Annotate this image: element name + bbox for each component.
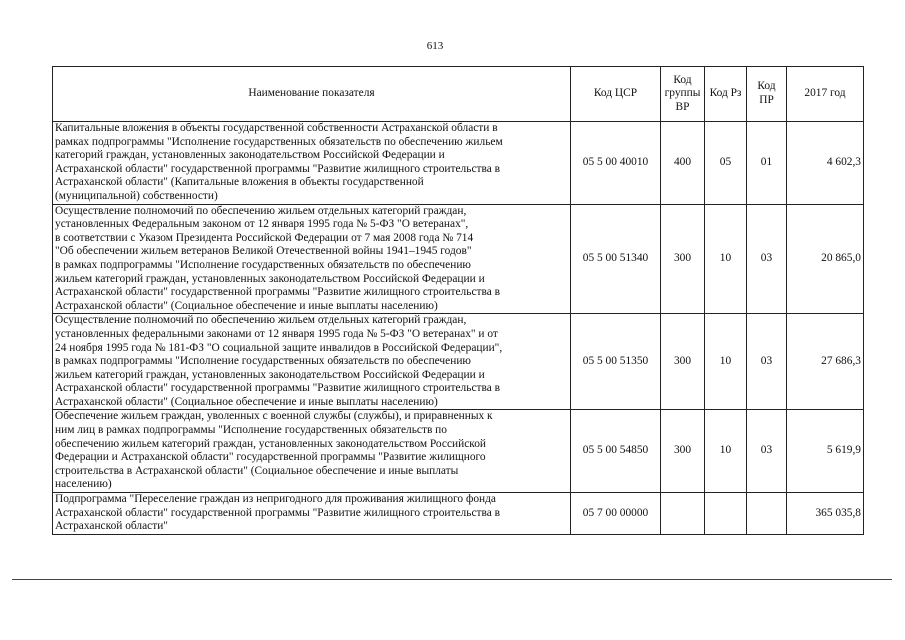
amount-cell: 27 686,3 [787,314,864,410]
indicator-name-line: жильем категорий граждан, установленных законодательством Российской Федерации и [55,272,485,285]
indicator-name-line: Астраханской области" государственной программы "Развитие жилищного строительства в [55,382,500,395]
indicator-name-line: 24 ноября 1995 года № 181-ФЗ "О социальной защите инвалидов в Российской Федерации", [55,341,503,354]
indicator-name-line: Астраханской области" государственной программы "Развитие жилищного строительства в [55,162,500,175]
indicator-name-line: рамках подпрограммы "Исполнение государственных обязательств по обеспечению жильем [55,135,503,148]
vr-code-cell: 300 [661,410,705,493]
indicator-name-line: Осуществление полномочий по обеспечению жильем отдельных категорий граждан, [55,314,467,327]
header-csr: Код ЦСР [571,67,661,122]
table-row [53,122,864,205]
indicator-name-line: в рамках подпрограммы "Исполнение государственных обязательств по обеспечению [55,258,471,271]
indicator-name-line: Астраханской области" (Социальное обеспечение и иные выплаты населению) [55,395,438,408]
pr-code-cell: 03 [747,314,787,410]
header-pr: Код ПР [747,67,787,122]
header-year: 2017 год [787,67,864,122]
header-name: Наименование показателя [53,67,571,122]
indicator-name-cell [53,122,571,205]
indicator-name-line: в рамках подпрограммы "Исполнение государственных обязательств по обеспечению [55,355,471,368]
indicator-name-cell [53,493,571,535]
amount-cell: 4 602,3 [787,122,864,205]
rz-code-cell: 10 [705,410,747,493]
indicator-name-line: "Об обеспечении жильем ветеранов Великой Отечественной войны 1941–1945 годов" [55,245,472,258]
bottom-rule [12,579,892,580]
indicator-name-line: Астраханской области" государственной программы "Развитие жилищного строительства в [55,286,500,299]
indicator-name-line: Астраханской области" государственной программы "Развитие жилищного строительства в [55,506,500,519]
amount-cell: 365 035,8 [787,493,864,535]
csr-code-cell: 05 5 00 40010 [571,122,661,205]
indicator-name-line: Астраханской области" (Капитальные вложения в объекты государственной [55,176,424,189]
page-number: 613 [426,40,444,52]
amount-cell: 5 619,9 [787,410,864,493]
table-body [53,122,864,535]
budget-table [52,66,864,535]
csr-code-cell: 05 5 00 51340 [571,204,661,314]
table-row [53,204,864,314]
table-row [53,410,864,493]
indicator-name-line: в соответствии с Указом Президента Российской Федерации от 7 мая 2008 года № 714 [55,231,474,244]
indicator-name-cell [53,204,571,314]
amount-cell: 20 865,0 [787,204,864,314]
indicator-name-line: Федерации и Астраханской области" государственной программы "Развитие жилищного [55,451,486,464]
vr-code-cell: 400 [661,122,705,205]
indicator-name-line: строительства в Астраханской области" (Социальное обеспечение и иные выплаты [55,464,459,477]
table-row [53,493,864,535]
indicator-name-line: установленных Федеральным законом от 12 января 1995 года № 5-ФЗ "О ветеранах", [55,218,469,231]
vr-code-cell: 300 [661,314,705,410]
rz-code-cell: 05 [705,122,747,205]
rz-code-cell: 10 [705,204,747,314]
pr-code-cell: 01 [747,122,787,205]
header-vr: Код группы ВР [661,67,705,122]
indicator-name-line: Астраханской области" (Социальное обеспечение и иные выплаты населению) [55,299,438,312]
header-rz: Код Рз [705,67,747,122]
indicator-name-cell [53,410,571,493]
indicator-name-line: обеспечению жильем категорий граждан, установленных законодательством Российской [55,437,487,450]
table-row [53,314,864,410]
pr-code-cell [747,493,787,535]
rz-code-cell: 10 [705,314,747,410]
indicator-name-line: Капитальные вложения в объекты государственной собственности Астраханской области в [55,122,498,134]
vr-code-cell: 300 [661,204,705,314]
rz-code-cell [705,493,747,535]
vr-code-cell [661,493,705,535]
indicator-name-line: Обеспечение жильем граждан, уволенных с военной службы (службы), и приравненных к [55,410,493,423]
indicator-name-line: населению) [55,478,112,491]
indicator-name-line: Астраханской области" [55,520,168,533]
table-header-row [53,67,864,122]
indicator-name-line: установленных федеральными законами от 12 января 1995 года № 5-ФЗ "О ветеранах" и от [55,327,498,340]
indicator-name-line: категорий граждан, установленных законодательством Российской Федерации и [55,149,445,162]
indicator-name-line: ним лиц в рамках подпрограммы "Исполнение государственных обязательств по [55,424,447,437]
csr-code-cell: 05 7 00 00000 [571,493,661,535]
indicator-name-line: жильем категорий граждан, установленных законодательством Российской Федерации и [55,368,485,381]
pr-code-cell: 03 [747,204,787,314]
pr-code-cell: 03 [747,410,787,493]
csr-code-cell: 05 5 00 54850 [571,410,661,493]
indicator-name-line: Подпрограмма "Переселение граждан из непригодного для проживания жилищного фонда [55,493,496,506]
indicator-name-line: Осуществление полномочий по обеспечению жильем отдельных категорий граждан, [55,204,467,217]
csr-code-cell: 05 5 00 51350 [571,314,661,410]
indicator-name-cell [53,314,571,410]
indicator-name-line: (муниципальной) собственности) [55,189,218,202]
